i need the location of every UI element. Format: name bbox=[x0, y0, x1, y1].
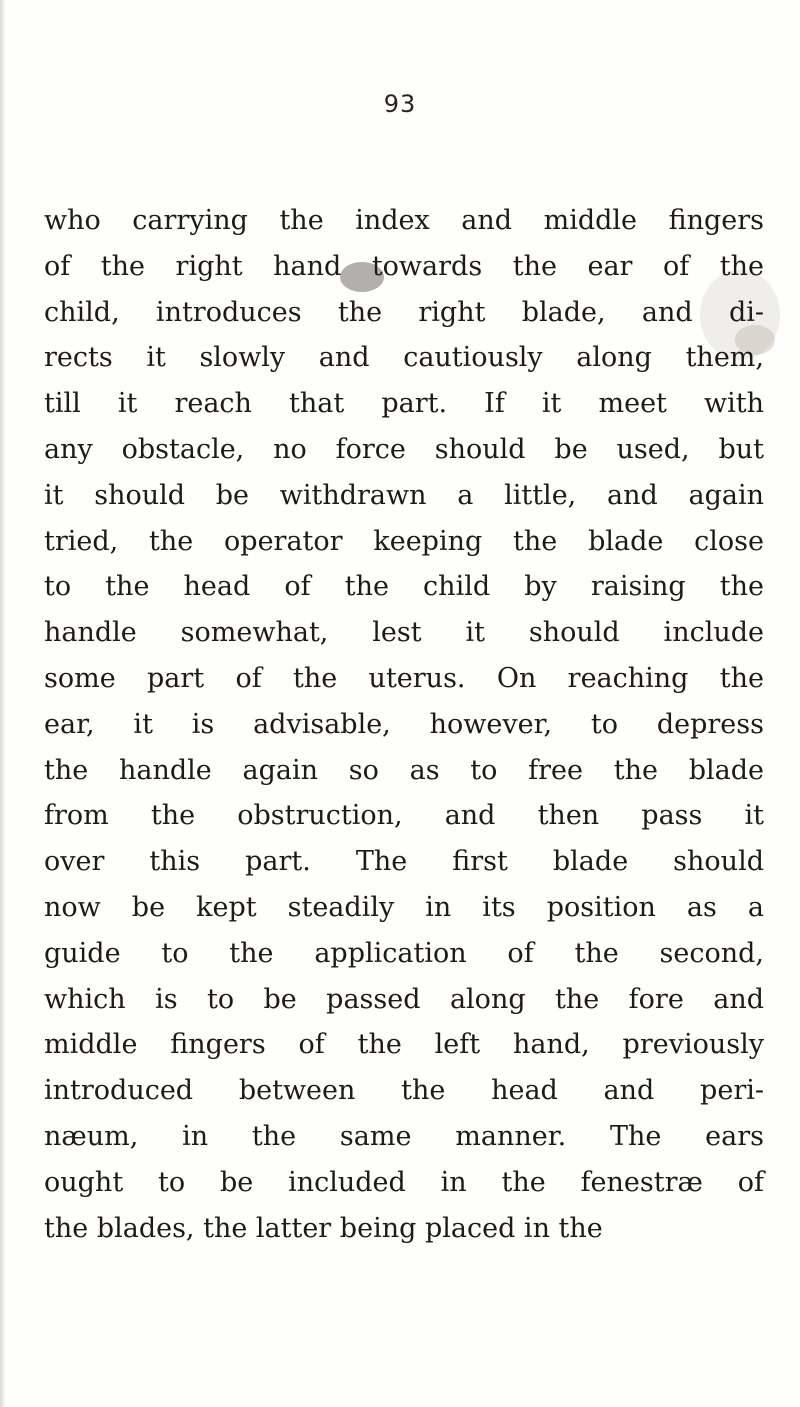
page-edge-shadow bbox=[0, 0, 6, 1407]
text-line: the blades, the latter being placed in the bbox=[44, 1212, 603, 1244]
text-line: ought to be included in the fenestræ of bbox=[44, 1166, 764, 1198]
text-line: till it reach that part. If it meet with bbox=[44, 388, 764, 420]
text-line: rects it slowly and cautiously along them, bbox=[44, 342, 764, 374]
text-line: it should be withdrawn a little, and again bbox=[44, 479, 764, 511]
text-line: handle somewhat, lest it should include bbox=[44, 617, 764, 649]
text-line: now be kept steadily in its position as a bbox=[44, 891, 764, 923]
text-line: child, introduces the right blade, and di- bbox=[44, 296, 764, 328]
text-line: to the head of the child by raising the bbox=[44, 571, 764, 603]
text-line: over this part. The first blade should bbox=[44, 846, 764, 878]
text-line: which is to be passed along the fore and bbox=[44, 983, 764, 1015]
text-line: some part of the uterus. On reaching the bbox=[44, 662, 764, 694]
text-line: ear, it is advisable, however, to depress bbox=[44, 708, 764, 740]
text-line: næum, in the same manner. The ears bbox=[44, 1120, 764, 1152]
text-line: who carrying the index and middle fingers bbox=[44, 205, 764, 236]
text-line: from the obstruction, and then pass it bbox=[44, 800, 764, 832]
text-line: guide to the application of the second, bbox=[44, 937, 764, 969]
page-number: 93 bbox=[383, 90, 417, 118]
text-line: introduced between the head and peri- bbox=[44, 1075, 764, 1107]
text-line: any obstacle, no force should be used, but bbox=[44, 433, 764, 465]
text-line: the handle again so as to free the blade bbox=[44, 754, 764, 786]
text-line: of the right hand towards the ear of the bbox=[44, 250, 764, 282]
body-text bbox=[44, 198, 764, 1251]
text-line: tried, the operator keeping the blade close bbox=[44, 525, 764, 557]
text-line: middle fingers of the left hand, previously bbox=[44, 1029, 764, 1061]
